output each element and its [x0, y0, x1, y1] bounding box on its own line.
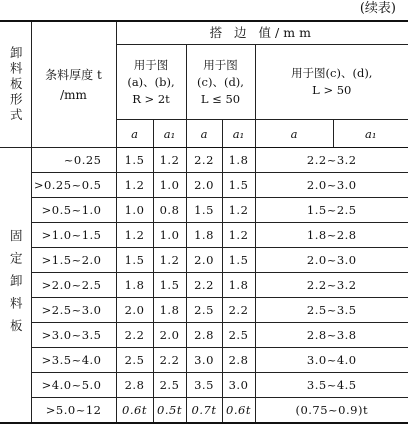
g3-cell: 2.5~3.5 [255, 298, 408, 323]
table-row [0, 223, 408, 248]
g1-a1-cell: 2.5 [153, 373, 186, 398]
table-row [0, 248, 408, 273]
g2-a1-cell: 1.2 [222, 198, 255, 223]
g1-a1-cell: 1.0 [153, 223, 186, 248]
table-row [0, 298, 408, 323]
g2-a-cell: 0.7t [186, 398, 222, 424]
sub-header-g3-a: a [255, 120, 333, 148]
g1-a-cell: 0.6t [116, 398, 153, 424]
g2-a1-cell: 2.8 [222, 348, 255, 373]
g2-a1-cell: 2.5 [222, 323, 255, 348]
sub-header-g1-a: a [116, 120, 153, 148]
table-row [0, 348, 408, 373]
g1-a-cell: 1.8 [116, 273, 153, 298]
g3-cell: 3.5~4.5 [255, 373, 408, 398]
thickness-cell: ~0.25 [31, 148, 116, 173]
body-blank-type-label: 固定卸料板 [8, 228, 24, 342]
header-group-3: 用于图(c)、(d), L > 50 [255, 45, 408, 120]
g3-cell: 3.0~4.0 [255, 348, 408, 373]
g2-a1-cell: 1.8 [222, 273, 255, 298]
g1-a-cell: 2.2 [116, 323, 153, 348]
g1-a1-cell: 1.2 [153, 248, 186, 273]
g1-a1-cell: 1.0 [153, 173, 186, 198]
g1-a1-cell: 0.8 [153, 198, 186, 223]
g1-a-cell: 1.0 [116, 198, 153, 223]
g3-cell: (0.75~0.9)t [255, 398, 408, 424]
blank-type-label: 卸料板形式 [8, 45, 24, 124]
g1-a-cell: 2.0 [116, 298, 153, 323]
g1-a-cell: 1.2 [116, 223, 153, 248]
sub-header-g1-a1: a₁ [153, 120, 186, 148]
g2-a-cell: 2.2 [186, 148, 222, 173]
thickness-cell: >3.0~3.5 [31, 323, 116, 348]
g1-a1-cell: 2.0 [153, 323, 186, 348]
g1-a-cell: 1.2 [116, 173, 153, 198]
header-blank-type [0, 21, 31, 148]
table-row [0, 323, 408, 348]
thickness-cell: >2.5~3.0 [31, 298, 116, 323]
header-margin-group: 搭 边 值/mm [116, 21, 408, 45]
g1-a1-cell: 1.2 [153, 148, 186, 173]
header-group-1: 用于图 (a)、(b), R > 2t [116, 45, 186, 120]
thickness-cell: >0.5~1.0 [31, 198, 116, 223]
g1-a-cell: 1.5 [116, 248, 153, 273]
sub-header-g2-a: a [186, 120, 222, 148]
g2-a-cell: 2.5 [186, 298, 222, 323]
table-row [0, 173, 408, 198]
g3-cell: 1.8~2.8 [255, 223, 408, 248]
g3-cell: 1.5~2.5 [255, 198, 408, 223]
g2-a1-cell: 1.5 [222, 248, 255, 273]
g1-a-cell: 1.5 [116, 148, 153, 173]
g1-a1-cell: 0.5t [153, 398, 186, 424]
g2-a-cell: 1.5 [186, 198, 222, 223]
g2-a-cell: 2.8 [186, 323, 222, 348]
g2-a1-cell: 3.0 [222, 373, 255, 398]
g1-a-cell: 2.8 [116, 373, 153, 398]
thickness-cell: >1.0~1.5 [31, 223, 116, 248]
g2-a1-cell: 1.2 [222, 223, 255, 248]
thickness-cell: >1.5~2.0 [31, 248, 116, 273]
header-thickness: 条料厚度 t /mm [31, 21, 116, 148]
g2-a1-cell: 1.8 [222, 148, 255, 173]
table-row [0, 148, 408, 173]
g1-a1-cell: 2.2 [153, 348, 186, 373]
g2-a1-cell: 1.5 [222, 173, 255, 198]
table-row [0, 198, 408, 223]
table-row [0, 273, 408, 298]
g3-cell: 2.8~3.8 [255, 323, 408, 348]
sub-header-g2-a1: a₁ [222, 120, 255, 148]
g1-a1-cell: 1.8 [153, 298, 186, 323]
g1-a-cell: 2.5 [116, 348, 153, 373]
g2-a-cell: 3.0 [186, 348, 222, 373]
thickness-cell: >2.0~2.5 [31, 273, 116, 298]
g3-cell: 2.0~3.0 [255, 248, 408, 273]
thickness-cell: >0.25~0.5 [31, 173, 116, 198]
thickness-cell: >5.0~12 [31, 398, 116, 424]
sub-header-g3-a1: a₁ [333, 120, 408, 148]
g3-cell: 2.2~3.2 [255, 148, 408, 173]
body-blank-type [0, 148, 31, 424]
g3-cell: 2.0~3.0 [255, 173, 408, 198]
header-group-2: 用于图 (c)、(d), L ≤ 50 [186, 45, 255, 120]
thickness-cell: >3.5~4.0 [31, 348, 116, 373]
g2-a-cell: 1.8 [186, 223, 222, 248]
table-row [0, 398, 408, 424]
continued-label: (续表) [359, 1, 396, 16]
g2-a-cell: 2.0 [186, 248, 222, 273]
margin-value-table [0, 20, 408, 424]
g1-a1-cell: 1.5 [153, 273, 186, 298]
g2-a-cell: 2.2 [186, 273, 222, 298]
g3-cell: 2.2~3.2 [255, 273, 408, 298]
g2-a-cell: 2.0 [186, 173, 222, 198]
table-row [0, 373, 408, 398]
g2-a1-cell: 0.6t [222, 398, 255, 424]
g2-a1-cell: 2.2 [222, 298, 255, 323]
thickness-cell: >4.0~5.0 [31, 373, 116, 398]
g2-a-cell: 3.5 [186, 373, 222, 398]
